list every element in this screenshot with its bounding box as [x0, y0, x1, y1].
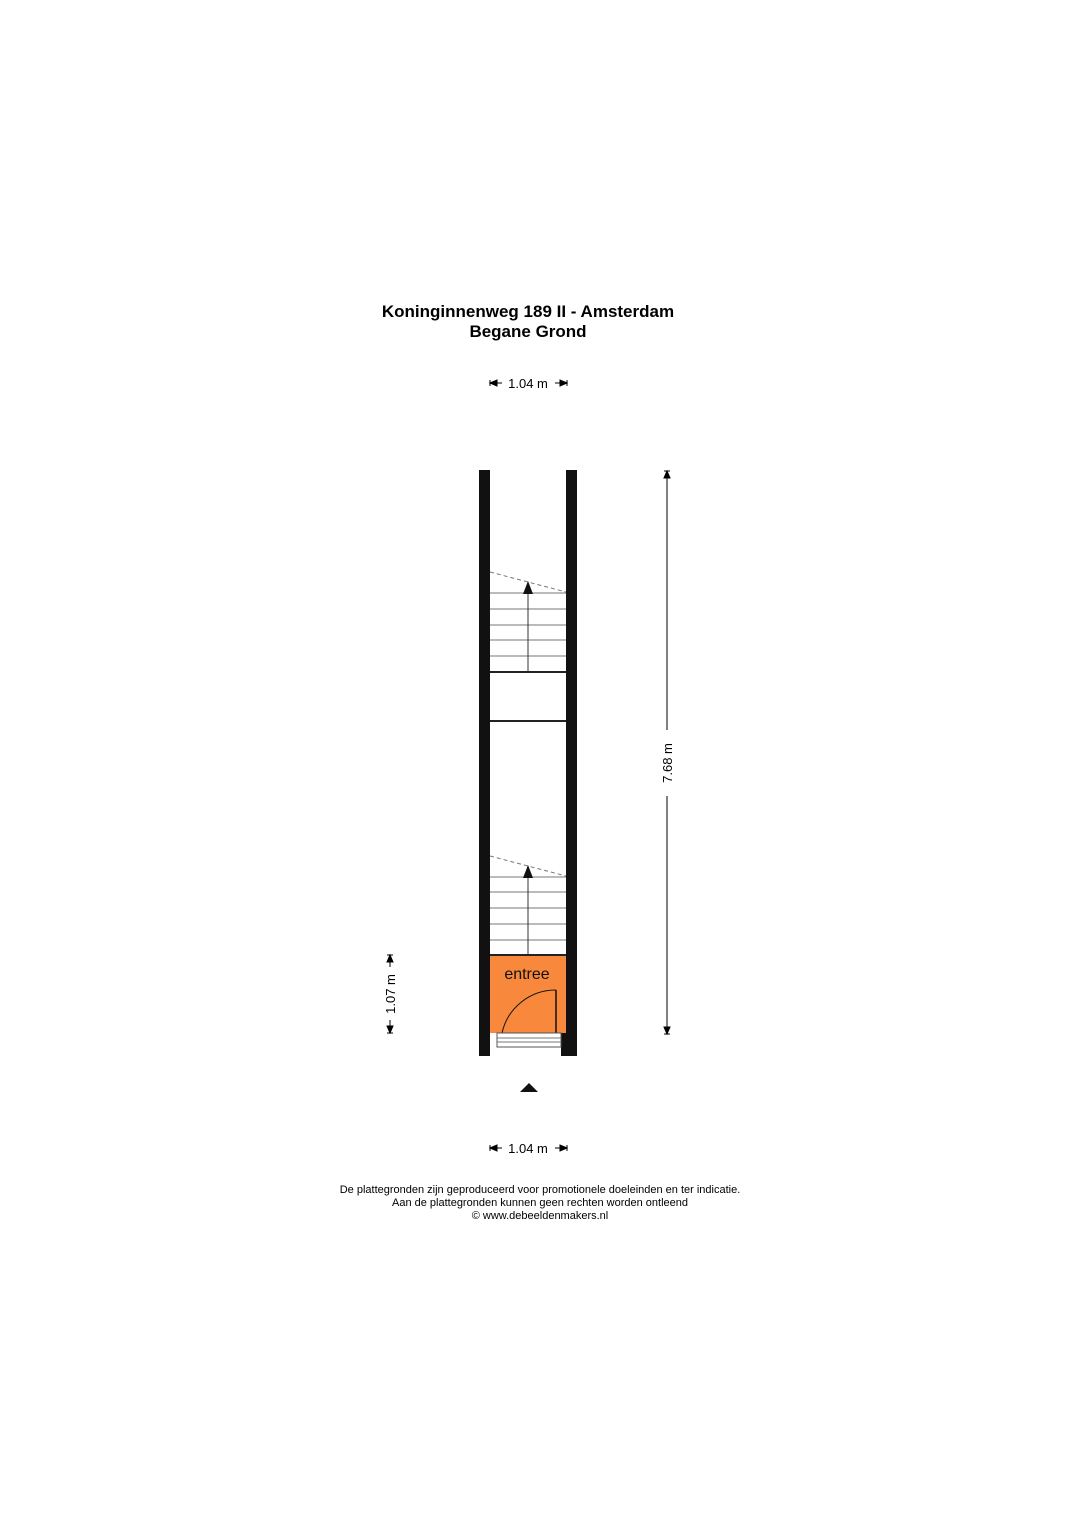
disclaimer-copyright: © www.debeeldenmakers.nl — [471, 1210, 609, 1222]
dimension-bottom-width — [490, 1141, 567, 1156]
staircase-lower — [490, 856, 566, 955]
plan-title-address: Koninginnenweg 189 II - Amsterdam — [381, 302, 675, 321]
room-label-entrance: entree — [504, 966, 550, 983]
dimension-top-width — [490, 376, 567, 391]
dimension-total-length — [660, 471, 675, 1034]
staircase-upper — [490, 572, 566, 672]
room-entrance — [490, 955, 566, 1047]
dimension-total-length-label: 7.68 m — [660, 743, 675, 783]
disclaimer-line-1: De plattegronden zijn geproduceerd voor promotionele doeleinden en ter indicatie. — [339, 1184, 741, 1196]
dimension-top-width-label: 1.04 m — [508, 376, 548, 391]
entrance-arrow-icon — [520, 1083, 538, 1092]
disclaimer-line-2: Aan de plattegronden kunnen geen rechten worden ontleend — [391, 1197, 688, 1209]
plan-title-floor: Begane Grond — [469, 322, 587, 341]
dimension-entrance-depth-label: 1.07 m — [383, 974, 398, 1014]
dimension-entrance-depth — [383, 955, 398, 1033]
dimension-bottom-width-label: 1.04 m — [508, 1141, 548, 1156]
